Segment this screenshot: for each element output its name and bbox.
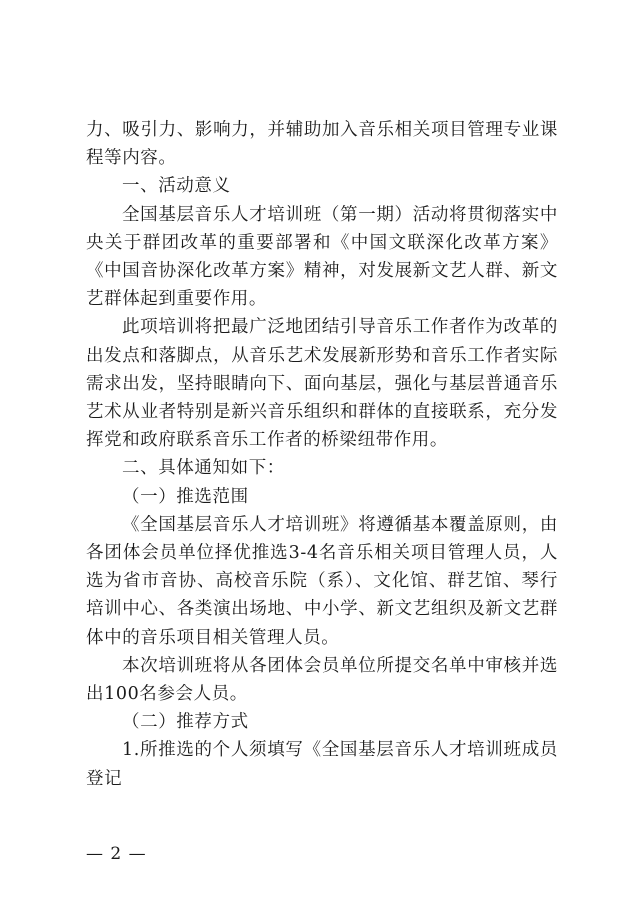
paragraph-scope-2: 本次培训班将从各团体会员单位所提交名单中审核并选出100名参会人员。 bbox=[86, 655, 558, 705]
paragraph-continuation: 力、吸引力、影响力，并辅助加入音乐相关项目管理专业课程等内容。 bbox=[86, 120, 558, 169]
paragraph-method-1: 1.所推选的个人须填写《全国基层音乐人才培训班成员登记 bbox=[86, 740, 558, 789]
paragraph-significance-2: 此项培训将把最广泛地团结引导音乐工作者作为改革的出发点和落脚点，从音乐艺术发展新形势和音乐工作者实际需求出发，坚持眼睛向下、面向基层，强化与基层普通音乐艺术从业者特别是新兴音乐组织和群体的直接联系，充分发挥党和政府联系音乐工作者的桥梁纽带作用。 bbox=[86, 317, 558, 451]
document-body bbox=[86, 116, 558, 793]
section-heading-significance: 一、活动意义 bbox=[122, 176, 231, 197]
subsection-heading-scope: （一）推选范围 bbox=[122, 486, 249, 507]
paragraph-scope-1: 《全国基层音乐人才培训班》将遵循基本覆盖原则，由各团体会员单位择优推选3-4名音乐相关项目管理人员，人选为省市音协、高校音乐院（系）、文化馆、群艺馆、琴行培训中心、各类演出场地、中小学、新文艺组织及新文艺群体中的音乐项目相关管理人员。 bbox=[86, 514, 558, 648]
subsection-heading-method: （二）推荐方式 bbox=[122, 712, 249, 733]
page-number: — 2 — bbox=[86, 844, 147, 864]
section-heading-notice: 二、具体通知如下： bbox=[122, 458, 285, 479]
paragraph-significance-1: 全国基层音乐人才培训班（第一期）活动将贯彻落实中央关于群团改革的重要部署和《中国文联深化改革方案》《中国音协深化改革方案》精神，对发展新文艺人群、新文艺群体起到重要作用。 bbox=[86, 204, 558, 310]
